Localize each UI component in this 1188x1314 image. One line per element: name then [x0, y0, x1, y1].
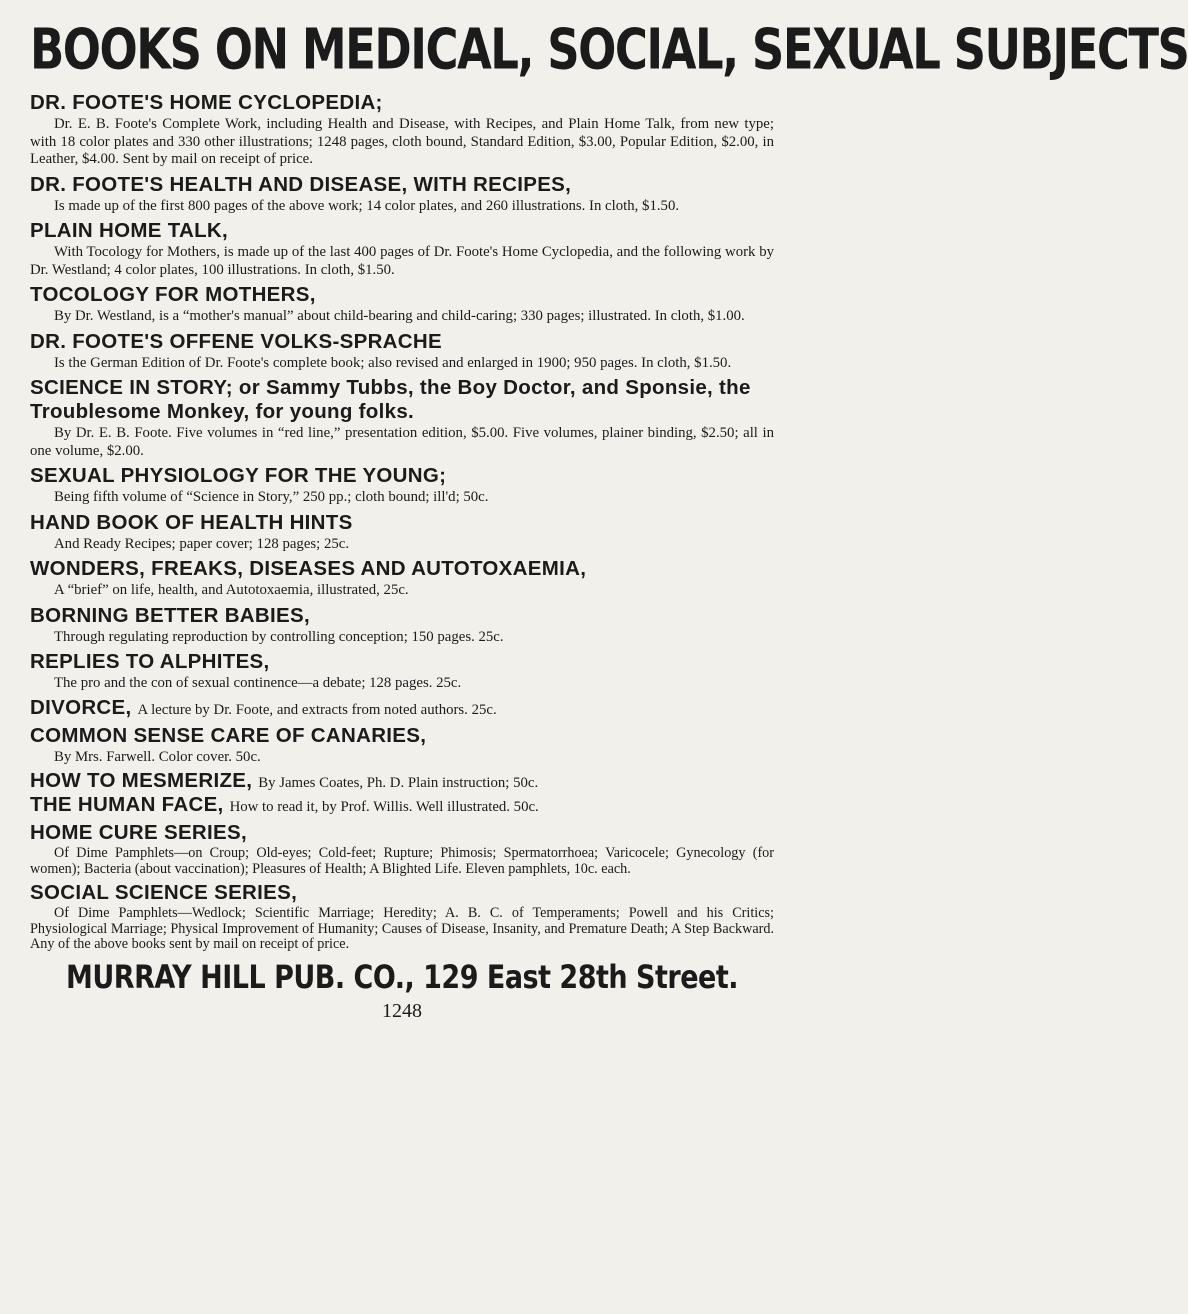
entry-description: The pro and the con of sexual continence—a debate; 128 pages. 25c.	[54, 675, 462, 691]
entry-description: How to read it, by Prof. Willis. Well illustrated. 50c.	[229, 799, 539, 815]
entry-title: COMMON SENSE CARE OF CANARIES,	[30, 723, 427, 747]
entry-title: HAND BOOK OF HEALTH HINTS	[30, 510, 353, 534]
book-entry	[30, 604, 774, 647]
publisher-address: MURRAY HILL PUB. CO., 129 East 28th Street.	[66, 958, 738, 996]
book-entry-divorce	[30, 696, 774, 720]
entry-description: Being fifth volume of “Science in Story,” 250 pp.; cloth bound; ill'd; 50c.	[54, 489, 489, 505]
book-entry	[30, 91, 774, 169]
entry-title: HOW TO MESMERIZE,	[30, 769, 253, 792]
entry-description: Is made up of the first 800 pages of the above work; 14 color plates, and 260 illustrations. In cloth, $1.50.	[54, 197, 680, 214]
entry-title: DR. FOOTE'S HOME CYCLOPEDIA;	[30, 91, 383, 114]
book-entry	[30, 376, 774, 460]
series-entry-home-cure	[30, 821, 774, 877]
entry-title: BORNING BETTER BABIES,	[30, 603, 310, 627]
entry-title: HOME CURE SERIES,	[30, 821, 247, 844]
entry-title: PLAIN HOME TALK,	[30, 219, 229, 242]
entry-description: A lecture by Dr. Foote, and extracts from noted authors. 25c.	[137, 701, 497, 718]
entry-title: DIVORCE,	[30, 695, 132, 719]
book-entry-canaries	[30, 724, 774, 767]
entry-description: By Mrs. Farwell. Color cover. 50c.	[54, 748, 261, 765]
entry-description: By James Coates, Ph. D. Plain instruction; 50c.	[258, 775, 539, 791]
entry-title: SCIENCE IN STORY; or Sammy Tubbs, the Boy Doctor, and Sponsie, the Troublesome Monkey, for young folks.	[30, 376, 751, 423]
book-entry	[30, 650, 774, 693]
book-entry	[30, 464, 774, 507]
entry-title: THE HUMAN FACE,	[30, 793, 224, 816]
entry-description: And Ready Recipes; paper cover; 128 pages; 25c.	[54, 535, 350, 552]
book-entry	[30, 511, 774, 554]
entry-description: Is the German Edition of Dr. Foote's complete book; also revised and enlarged in 1900; 950 pages. In cloth, $1.50.	[54, 354, 732, 371]
book-entry	[30, 557, 774, 600]
entry-title: REPLIES TO ALPHITES,	[30, 650, 270, 673]
entry-description: Through regulating reproduction by controlling conception; 150 pages. 25c.	[54, 628, 504, 645]
book-entry	[30, 173, 774, 216]
book-entry-mesmerize	[30, 769, 774, 793]
entry-description: A “brief” on life, health, and Autotoxaemia, illustrated, 25c.	[54, 582, 409, 598]
entry-description: Of Dime Pamphlets—Wedlock; Scientific Marriage; Heredity; A. B. C. of Temperaments; Powell and his Critics; Physiological Marriage; Physical Improvement of Humanity; Causes of Disease, Insanity, and Premature Death; A Step Backward. Any of the above books sent by mail on receipt of price.	[30, 905, 774, 952]
book-entry-human-face	[30, 793, 774, 817]
entry-description: Of Dime Pamphlets—on Croup; Old-eyes; Cold-feet; Rupture; Phimosis; Spermatorrhoea; Varicocele; Gynecology (for women); Bacteria (about vaccination); Pleasures of Health; A Blighted Life. Eleven pamphlets, 10c. each.	[30, 845, 774, 877]
entry-title: DR. FOOTE'S OFFENE VOLKS-SPRACHE	[30, 329, 442, 353]
book-list	[30, 91, 774, 693]
entry-title: TOCOLOGY FOR MOTHERS,	[30, 283, 316, 306]
entry-title: DR. FOOTE'S HEALTH AND DISEASE, WITH RECIPES,	[30, 172, 572, 196]
entry-description: Dr. E. B. Foote's Complete Work, including Health and Disease, with Recipes, and Plain Home Talk, from new type; with 18 color plates and 330 other illustrations; 1248 pages, cloth bound, Standard Edition, $3.00, Popular Edition, $2.00, in Leather, $4.00. Sent by mail on receipt of price.	[30, 116, 774, 167]
book-entry	[30, 219, 774, 279]
book-entry	[30, 330, 774, 373]
entry-title: SEXUAL PHYSIOLOGY FOR THE YOUNG;	[30, 464, 447, 487]
entry-title: WONDERS, FREAKS, DISEASES AND AUTOTOXAEMIA,	[30, 557, 587, 580]
entry-description: By Dr. E. B. Foote. Five volumes in “red line,” presentation edition, $5.00. Five volumes, plainer binding, $2.50; all in one volume, $2.00.	[30, 425, 774, 459]
banner-title: BOOKS ON MEDICAL, SOCIAL, SEXUAL SUBJECTS	[30, 16, 1188, 83]
book-entry	[30, 283, 774, 326]
entry-description: By Dr. Westland, is a “mother's manual” about child-bearing and child-caring; 330 pages; illustrated. In cloth, $1.00.	[54, 308, 745, 324]
series-entry-social-science	[30, 881, 774, 953]
entry-description: With Tocology for Mothers, is made up of the last 400 pages of Dr. Foote's Home Cyclopedia, and the following work by Dr. Westland; 4 color plates, 100 illustrations. In cloth, $1.50.	[30, 244, 774, 278]
page-number: 1248	[382, 999, 422, 1022]
entry-title: SOCIAL SCIENCE SERIES,	[30, 881, 298, 904]
